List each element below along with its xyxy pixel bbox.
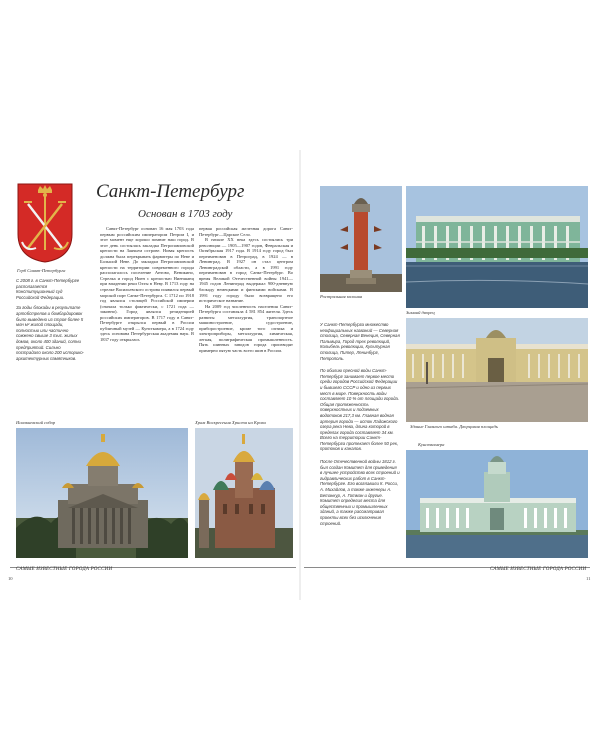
main-column-2 [199, 226, 293, 354]
sidebar-right [320, 322, 400, 526]
photo-palace-square [406, 318, 588, 422]
book-spine [299, 150, 301, 600]
photo-winter-palace [406, 186, 588, 308]
sidebar-left [16, 278, 86, 361]
body-paragraph: В начале XX века здесь состоялись три революции — 1905—1907 годов, Февральская и Октябрьская 1917 года. В 1914 году город был переименован в Петроград, в 1924 — в Ленинград. В 1927 он стал центром Ленинградской области, а в 1991 году переименован в город Санкт-Петербург. Во время Великой Отечественной войны 1941—1945 годов Ленинград выдержал 900-дневную блокаду немецкими и финскими войсками. В 1991 году городу было возвращено его историческое название. [199, 237, 293, 304]
sidebar-right-para: У Санкт-Петербурга множество неофициальных названий — Северная столица, Северная Венеция, Северная Пальмира, Город трех революций, Колыбель революции, Культурная столица, Питер, Ленинбург, Петрополь. [320, 322, 400, 361]
sidebar-right-para: После Отечественной войны 1812 г. был создан Комитет для приведения в лучшее устройство всех строений и гидравлических работ в Санкт-Петербурге. Его возглавили К. Росси, А. Михайлов, а также инженеры А. Бетанкур, А. Готман и другие. Комитет определил места для общественных и промышленных зданий, а также рассматривал проекты всех без исключения строений. [320, 459, 400, 526]
page-number-right: 11 [586, 576, 591, 581]
body-paragraph: первая российская железная дорога Санкт-Петербург—Царское Село. [199, 226, 293, 237]
footer-title-left: САМЫЕ ИЗВЕСТНЫЕ ГОРОДА РОССИИ [16, 567, 113, 572]
caption-square: Здание Главного штаба. Дворцовая площадь [410, 424, 498, 429]
page-title: Санкт-Петербург [96, 181, 245, 202]
coat-caption: Герб Санкт-Петербурга [17, 268, 66, 273]
caption-column: Ростральная колонна [320, 294, 363, 299]
body-paragraph: На 2009 год численность населения Санкт-Петербурга составляла 4 581 854 жителя. Здесь развиты металлургия, транспортное машиностроение, судостроение, приборостроение, кроме того оптика и электроприборы, металлургия, химическая, легкая, полиграфическая промышленность. Пять шинных заводов города производят примерно пятую часть всего шин в России. [199, 303, 293, 354]
sidebar-left-para: За годы блокады в результате артобстрелов и бомбардировок было выведено из строя более 5 млн м² жилой площади, полностью или частично сожжено свыше 3 тыс. жилых домов, около 400 зданий, сотни предприятий. Сильно пострадало около 200 историко-архитектурных памятников. [16, 305, 85, 361]
main-column-1 [100, 226, 194, 342]
photo-kunstkamera [406, 450, 588, 558]
page-subtitle: Основан в 1703 году [138, 208, 233, 220]
caption-kunst: Кунсткамера [418, 442, 445, 447]
coat-of-arms [16, 182, 74, 264]
sidebar-right-para: По обилию пресной воды Санкт-Петербург занимает первое место среди городов Российской Федерации и бывшего СССР и одно из первых мест в мире. Поверхность воды составляет 10 % от площади города. Общая протяженность поверхностных и подземных водотоков 217,3 км. Главная водная артерия города — исток Ладожского озера река Нева, длина которой в пределах города составляет 34 км. Всего на территории Санкт-Петербурга протекает более 50 рек, протоков и каналов. [320, 368, 400, 452]
body-paragraph: Санкт-Петербург основан 16 мая 1703 года первым российским императором Петром I, и этот момент еще хорошо помнит наш город. В этот день состоялась закладка Петропавловской крепости на Заячьем острове. Новая крепость должна была перекрывать фарватеры по Неве и Большой Неве. До закладки Петропавловской крепости на территории современного города располагалось поселение Антово, Веникино, Стрелка и город Ниен с крепостью Ниеншанц при впадении реки Охты в Неву. В 1713 году на стрелке Васильевского острова появился первый морской порт Санкт-Петербурга. С 1712 по 1918 год являлся столицей Российской империи (сначала только фактически, с 1721 года — законно). Город являлся резиденцией российских императоров. В 1717 году в Санкт-Петербурге открылся первый в России публичный музей — Кунсткамера, а в 1724 году здесь основана Петербургская академия наук. В 1837 году открылась [100, 226, 194, 342]
photo-isaac-cathedral [16, 428, 188, 558]
photo-rostral-column [320, 186, 402, 292]
photo-savior-church [195, 428, 293, 558]
sidebar-left-para: С 2008 г. в Санкт-Петербурге располагается Конституционный суд Российской Федерации. [16, 278, 80, 300]
footer-title-right: САМЫЕ ИЗВЕСТНЫЕ ГОРОДА РОССИИ [490, 567, 587, 572]
caption-savior: Храм Воскресения Христа на Крови [195, 420, 266, 425]
page-number-left: 10 [8, 576, 13, 581]
caption-isaac: Исаакиевский собор [16, 420, 56, 425]
caption-palace: Зимний дворец [406, 310, 435, 315]
